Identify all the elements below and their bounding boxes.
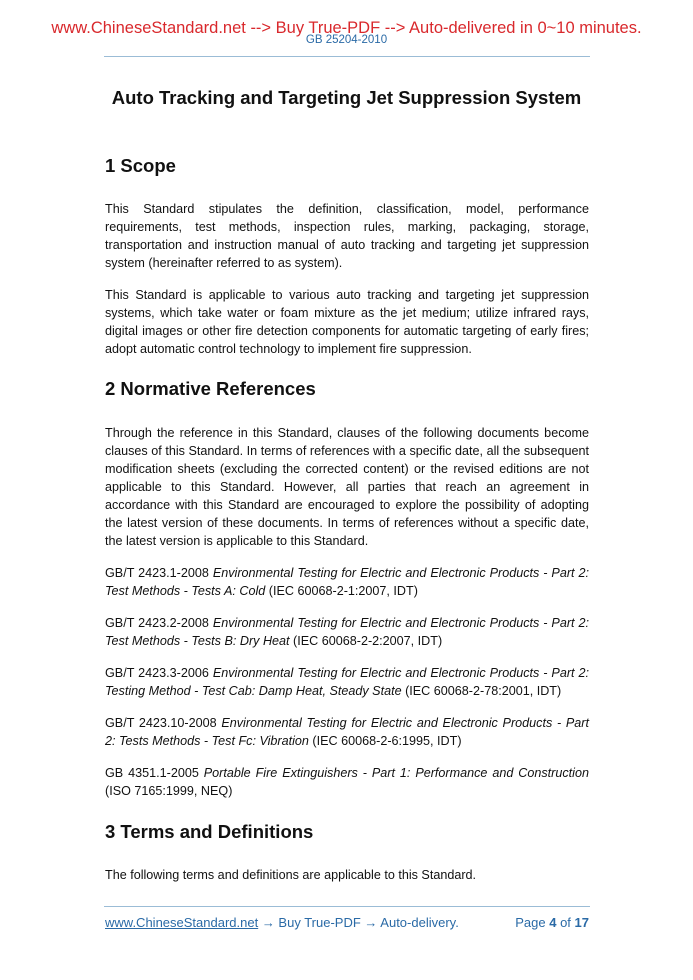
section-heading: 3 Terms and Definitions [105, 821, 314, 842]
reference-suffix: (IEC 60068-2-78:2001, IDT) [401, 684, 562, 698]
reference-item [105, 664, 589, 700]
section-terms [105, 823, 589, 841]
document-title: Auto Tracking and Targeting Jet Suppression System [111, 87, 582, 108]
reference-title: Portable Fire Extinguishers - Part 1: Performance and Construction [203, 766, 589, 780]
page-indicator [515, 915, 589, 930]
reference-code: GB/T 2423.3-2006 [105, 666, 213, 680]
section-heading: 2 Normative References [105, 378, 316, 399]
footer-left [105, 915, 459, 930]
reference-item [105, 614, 589, 650]
page-label: Page [515, 915, 550, 930]
reference-item [105, 764, 589, 800]
footer-divider [104, 906, 590, 907]
site-link[interactable]: www.ChineseStandard.net [105, 915, 259, 930]
reference-suffix: (IEC 60068-2-6:1995, IDT) [308, 734, 462, 748]
references-body [105, 424, 589, 800]
reference-code: GB 4351.1-2005 [105, 766, 204, 780]
paragraph: This Standard stipulates the definition, classification, model, performance requirements, test methods, inspection rules, marking, packaging, storage, transportation and instruction manual of auto tracking and targeting jet suppression system (hereinafter referred to as system). [105, 202, 589, 270]
reference-item [105, 714, 589, 750]
reference-code: GB/T 2423.1-2008 [105, 566, 213, 580]
reference-item [105, 564, 589, 600]
reference-title: Environmental Testing for Electric and Electronic Products - Part 2: Test Methods - Tests A: Cold [105, 566, 590, 598]
scope-body [105, 200, 589, 358]
document-id: GB 25204-2010 [305, 34, 388, 46]
reference-suffix: (IEC 60068-2-2:2007, IDT) [289, 634, 443, 648]
page-footer [105, 915, 589, 930]
reference-code: GB/T 2423.10-2008 [105, 716, 222, 730]
paragraph: The following terms and definitions are applicable to this Standard. [105, 868, 477, 882]
of-label: of [556, 915, 575, 930]
header-divider [104, 56, 590, 57]
reference-suffix: (IEC 60068-2-1:2007, IDT) [265, 584, 418, 598]
paragraph: Through the reference in this Standard, clauses of the following documents become clauses of this Standard. In terms of references with a specific date, all the subsequent modification sheets (excluding the corrected content) or the revised editions are not applicable to this Standard. However, all parties that reach an agreement in accordance with this Standard are encouraged to explore the possibility of adopting the latest version of these documents. In terms of references without a specific date, the latest version is applicable to this Standard. [105, 426, 589, 548]
reference-suffix: (ISO 7165:1999, NEQ) [105, 784, 233, 798]
section-references [105, 380, 589, 398]
paragraph: This Standard is applicable to various auto tracking and targeting jet suppression systems, which take water or foam mixture as the jet medium; utilize infrared rays, digital images or other fire detection components for automatic targeting of early fires; adopt automatic control technology to implement fire suppression. [105, 288, 589, 356]
promo-banner: www.ChineseStandard.net --> Buy True-PDF --> Auto-delivered in 0~10 minutes. [51, 19, 642, 37]
section-heading: 1 Scope [105, 155, 176, 176]
reference-title: Environmental Testing for Electric and Electronic Products - Part 2: Tests Methods - Test Fc: Vibration [105, 716, 589, 748]
section-scope [105, 157, 589, 175]
reference-title: Environmental Testing for Electric and Electronic Products - Part 2: Test Methods - Tests B: Dry Heat [105, 616, 590, 648]
page-total: 17 [574, 915, 589, 930]
reference-title: Environmental Testing for Electric and Electronic Products - Part 2: Testing Method - Test Cab: Damp Heat, Steady State [105, 666, 590, 698]
footer-text: → Buy True-PDF → Auto-delivery. [258, 915, 459, 930]
terms-body [105, 866, 589, 884]
reference-code: GB/T 2423.2-2008 [105, 616, 213, 630]
page-number: 4 [549, 915, 557, 930]
